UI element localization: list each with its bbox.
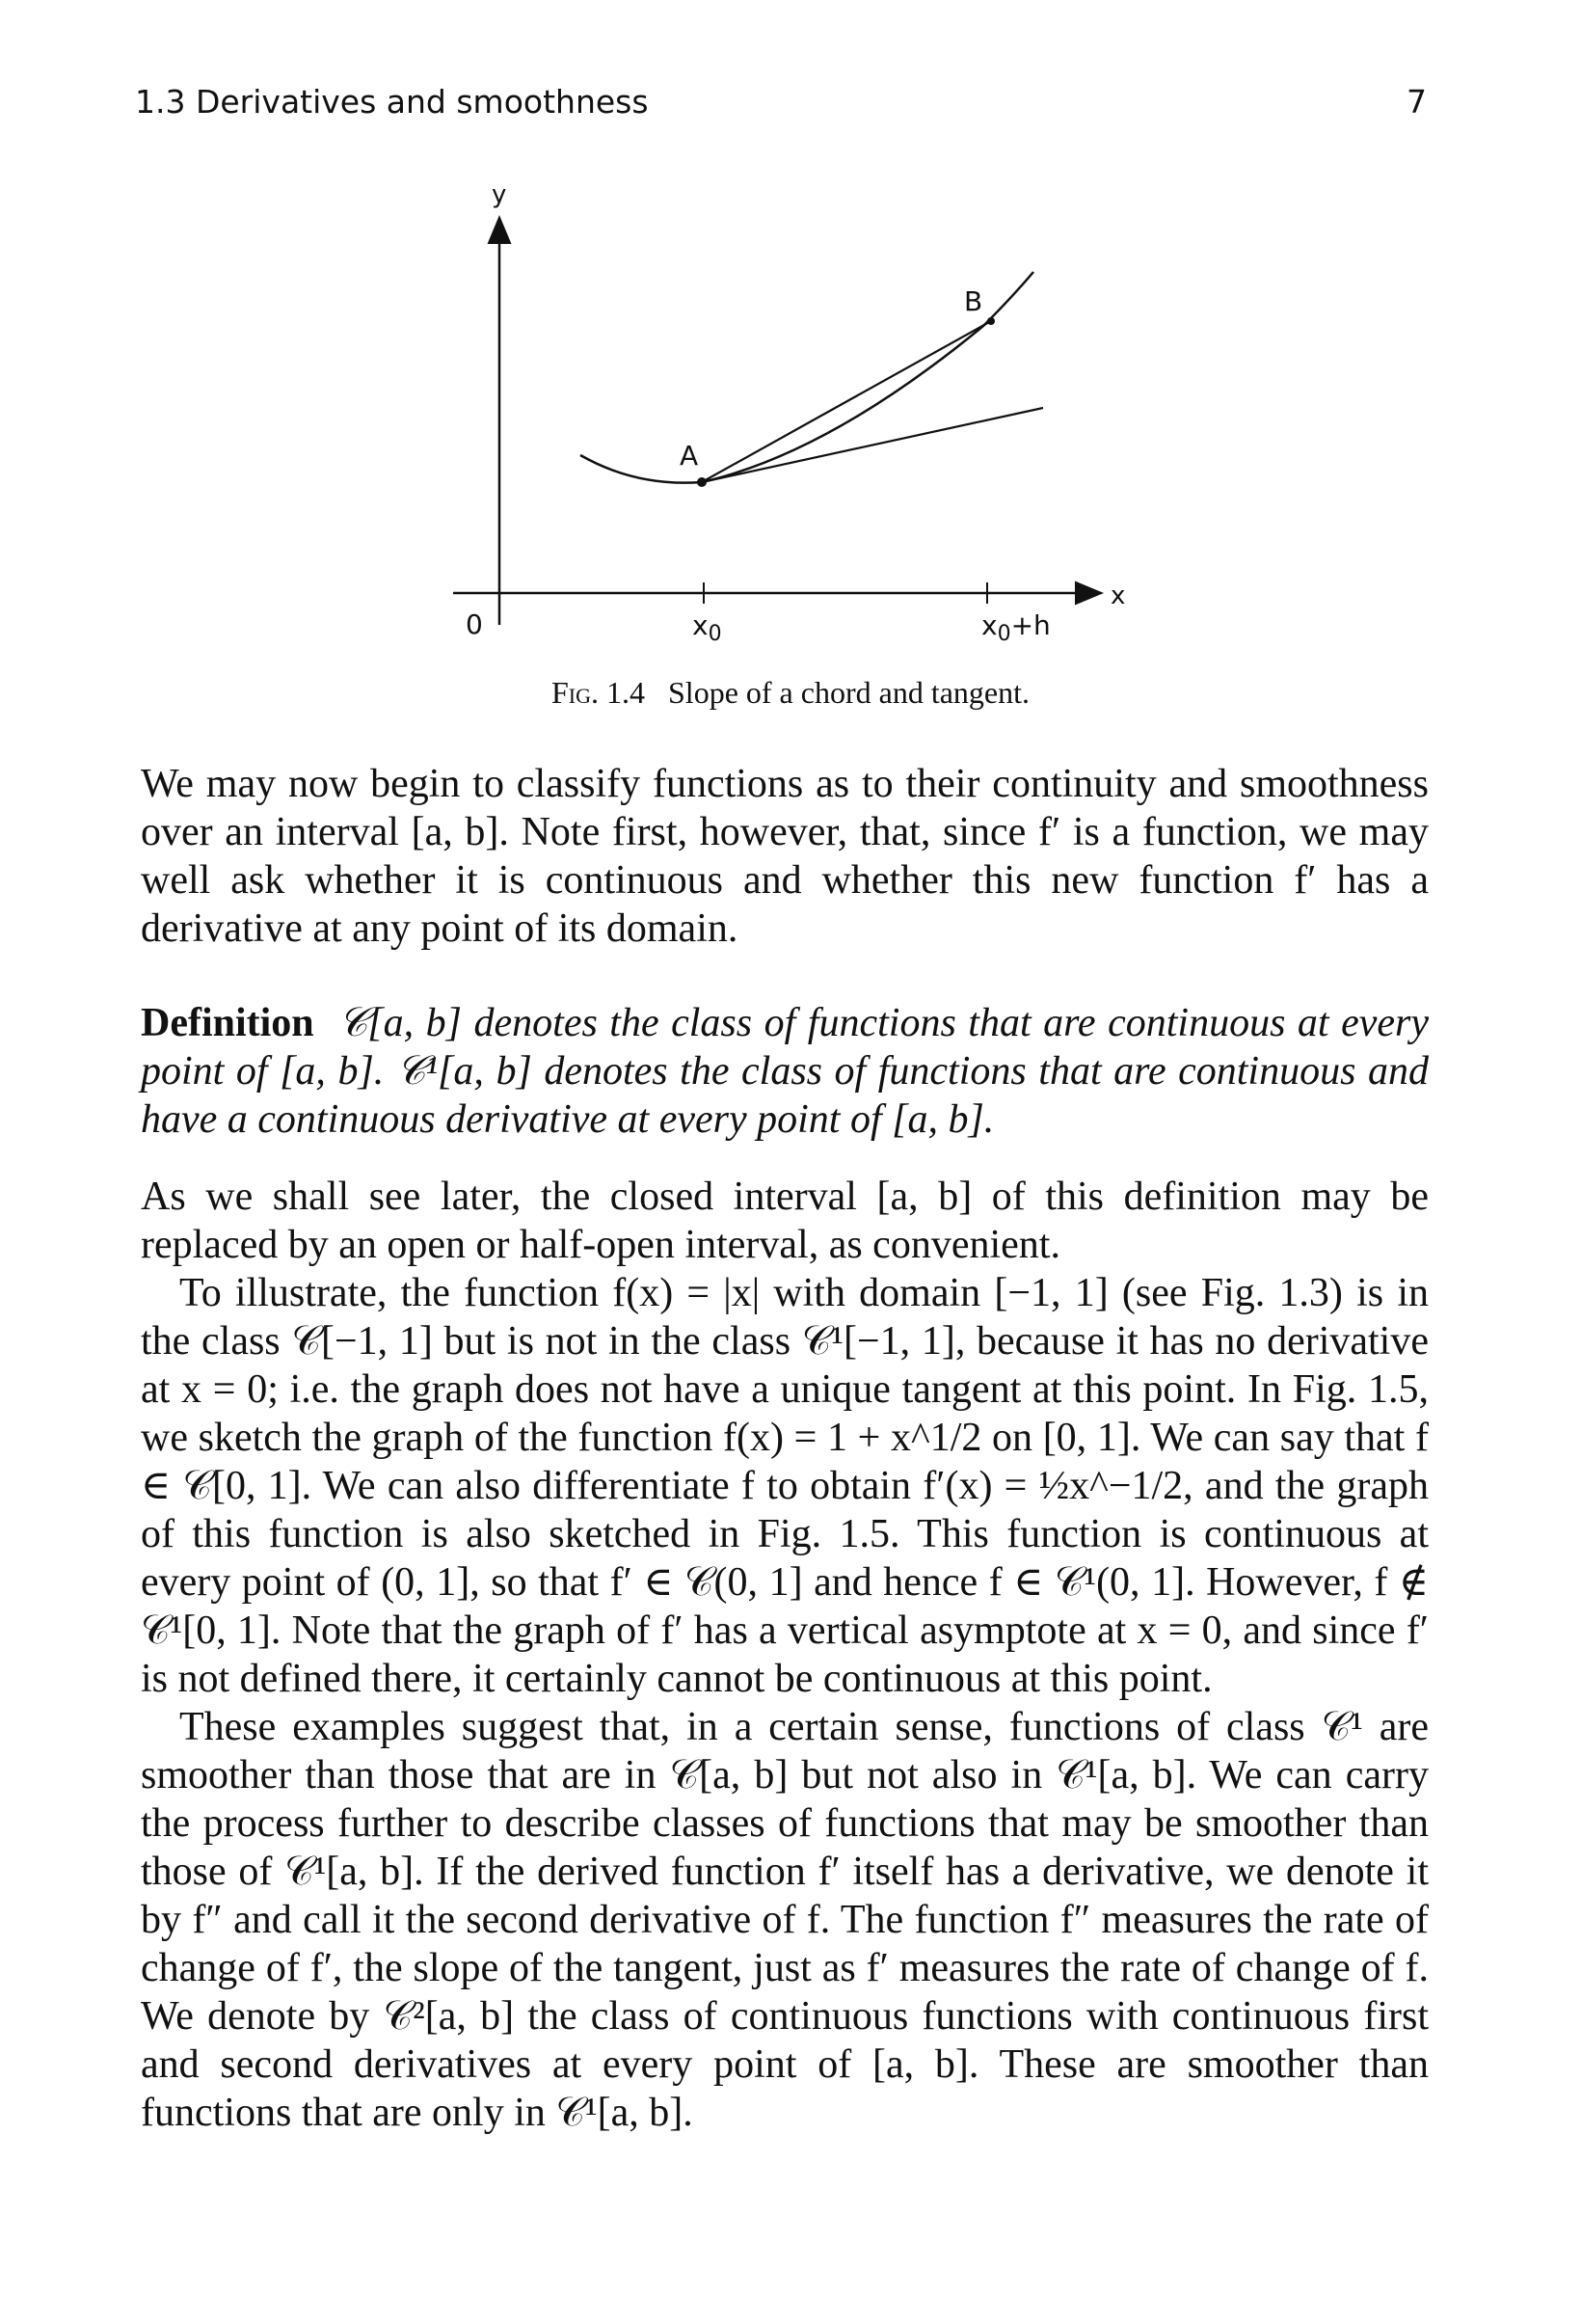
point-b-marker xyxy=(987,317,995,325)
point-b-label: B xyxy=(964,285,983,317)
figure-chord-tangent xyxy=(0,164,1581,685)
caption-text: Slope of a chord and tangent. xyxy=(668,675,1030,710)
y-axis-label: y xyxy=(492,180,507,209)
x0h-label: $x_0+h$ xyxy=(981,609,1051,646)
x0-label: $x_0$ xyxy=(692,609,722,646)
figure-svg xyxy=(0,164,1581,685)
caption-label: Fig. 1.4 xyxy=(550,675,645,710)
paragraph-interval-note: As we shall see later, the closed interval [a, b] of this definition may be replaced by an open or half-open interval, as convenient. xyxy=(141,1175,1429,1267)
paragraph-illustration: To illustrate, the function f(x) = |x| with domain [−1, 1] (see Fig. 1.3) is in the class 𝒞[−1, 1] but is not in the class 𝒞¹[−1, 1], because it has no derivative at x = 0; i.e. the graph does not have a unique tangent at this point. In Fig. 1.5, we sketch the graph of the function f(x) = 1 + x^1/2 on [0, 1]. We can say that f ∈ 𝒞[0, 1]. We can also differentiate f to obtain f′(x) = ½x^−1/2, and the graph of this function is also sketched in Fig. 1.5. This function is continuous at every point of (0, 1], so that f′ ∈ 𝒞(0, 1] and hence f ∈ 𝒞¹(0, 1]. However, f ∉ 𝒞¹[0, 1]. Note that the graph of f′ has a vertical asymptote at x = 0, and since f′ is not defined there, it certainly cannot be continuous at this point. xyxy=(141,1271,1429,1701)
chord-ab xyxy=(702,321,991,482)
definition-text: 𝒞[a, b] denotes the class of functions that are continuous at every point of [a, b]. 𝒞¹[a, b] denotes the class of functions that are continuous and have a continuous derivative at every point of [a, b]. xyxy=(141,1001,1430,1142)
paragraph-intro: We may now begin to classify functions as to their continuity and smoothness over an interval [a, b]. Note first, however, that, since f′ is a function, we may well ask whether it is continuous and whether this new function f′ has a derivative at any point of its domain. xyxy=(141,762,1429,951)
definition-label: Definition xyxy=(141,1001,314,1045)
page-number: 7 xyxy=(1407,83,1427,121)
definition-block xyxy=(141,999,1429,1144)
x-axis-label: x xyxy=(1111,581,1126,610)
origin-label: 0 xyxy=(466,608,483,640)
body-text xyxy=(141,760,1429,2137)
section-title: 1.3 Derivatives and smoothness xyxy=(135,83,649,121)
tangent-line xyxy=(702,408,1043,482)
point-a-marker xyxy=(697,477,707,487)
running-head xyxy=(135,83,1427,121)
point-a-label: A xyxy=(680,440,699,472)
paragraph-smoothness: These examples suggest that, in a certain sense, functions of class 𝒞¹ are smoother than those that are in 𝒞[a, b] but not also in 𝒞¹[a, b]. We can carry the process further to describe classes of functions that may be smoother than those of 𝒞¹[a, b]. If the derived function f′ itself has a derivative, we denote it by f″ and call it the second derivative of f. The function f″ measures the rate of change of f′, the slope of the tangent, just as f′ measures the rate of change of f. We denote by 𝒞²[a, b] the class of continuous functions with continuous first and second derivatives at every point of [a, b]. These are smoother than functions that are only in 𝒞¹[a, b]. xyxy=(141,1705,1429,2135)
figure-caption xyxy=(0,675,1581,711)
